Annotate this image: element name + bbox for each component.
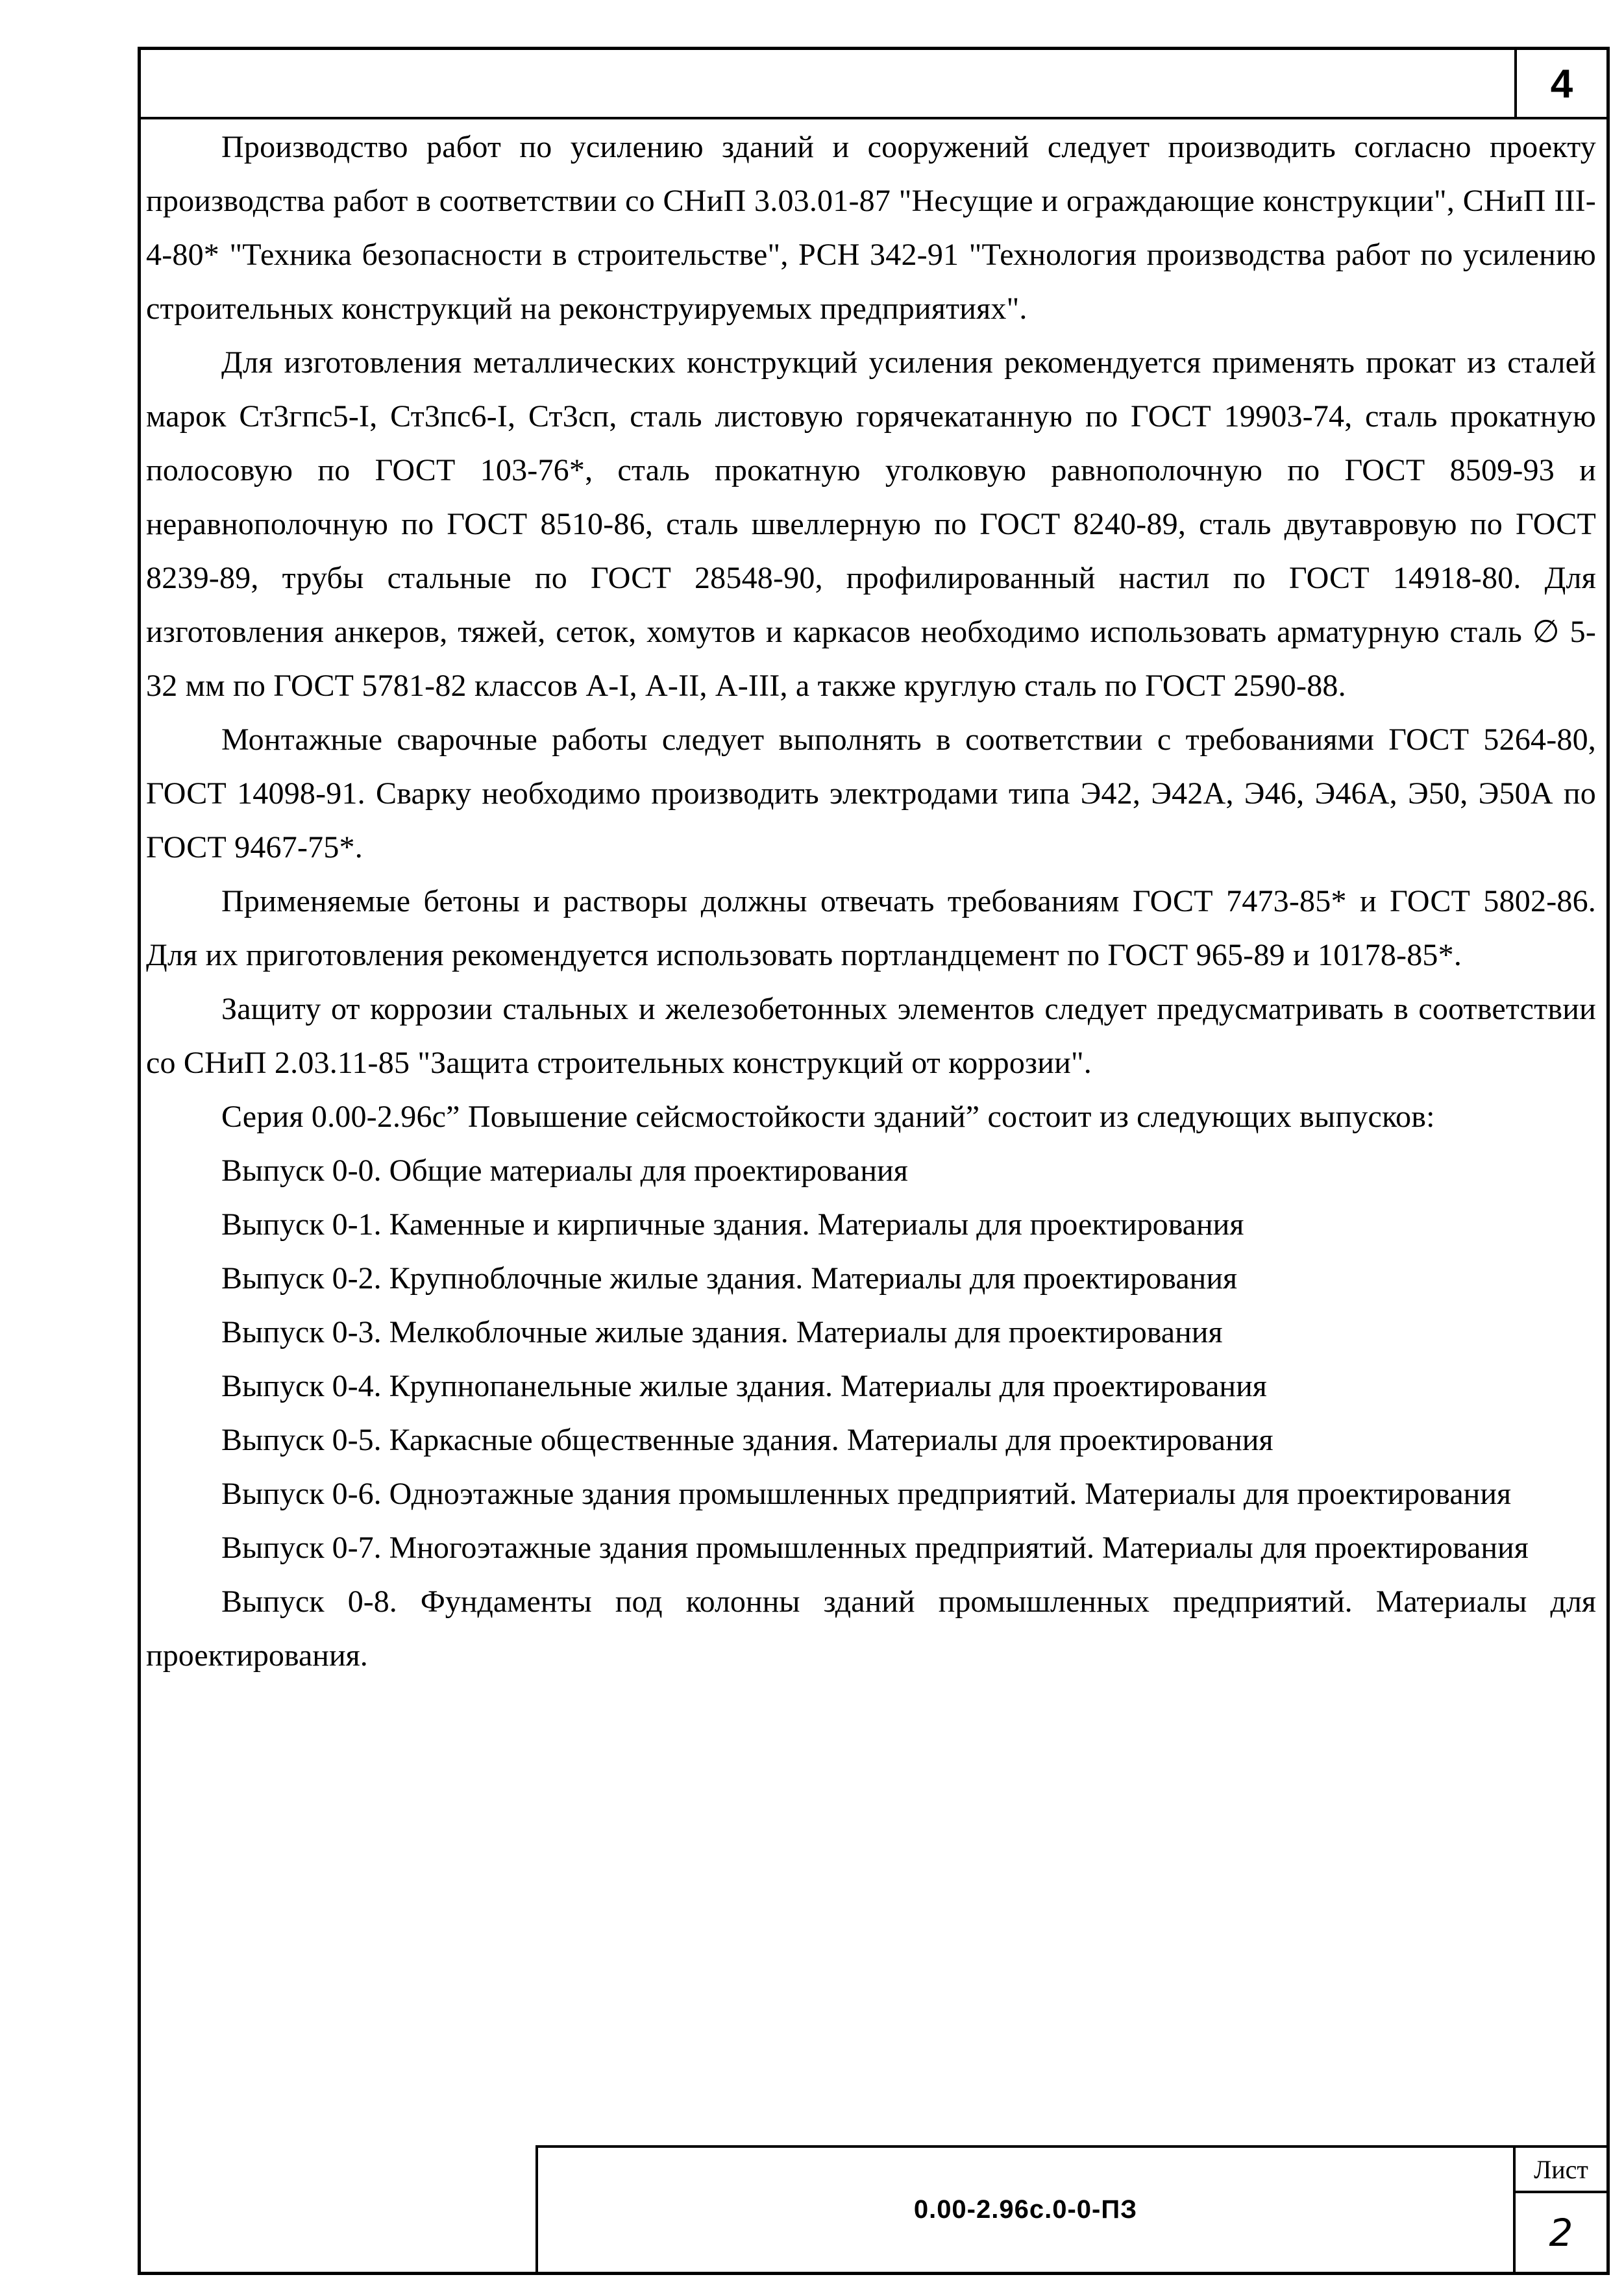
issue-item: Выпуск 0-3. Мелкоблочные жилые здания. Материалы для проектирования: [221, 1315, 1223, 1349]
sheet-number: 2: [1549, 2210, 1573, 2255]
issue-item: Выпуск 0-4. Крупнопанельные жилые здания. Материалы для проектирования: [221, 1369, 1267, 1403]
title-block: [535, 2145, 1606, 2272]
page-number: 4: [1550, 62, 1573, 106]
header-rule: [141, 117, 1606, 119]
paragraph-concrete: Применяемые бетоны и растворы должны отвечать требованиям ГОСТ 7473-85* и ГОСТ 5802-86. Для их приготовления рекомендуется использовать портландцемент по ГОСТ 965-89 и 10178-85*.: [146, 884, 1596, 972]
page-frame: [138, 47, 1610, 2275]
issue-item: Выпуск 0-1. Каменные и кирпичные здания. Материалы для проектирования: [221, 1207, 1244, 1242]
paragraph-welding: Монтажные сварочные работы следует выполнять в соответствии с требованиями ГОСТ 5264-80, ГОСТ 14098-91. Сварку необходимо производить электродами типа Э42, Э42А, Э46, Э46А, Э50, Э50А по ГОСТ 9467-75*.: [146, 722, 1596, 865]
issue-item: Выпуск 0-5. Каркасные общественные здания. Материалы для проектирования: [221, 1423, 1273, 1457]
issue-item: Выпуск 0-0. Общие материалы для проектирования: [221, 1153, 908, 1188]
issue-item: Выпуск 0-6. Одноэтажные здания промышленных предприятий. Материалы для проектирования: [221, 1477, 1512, 1511]
issue-item: Выпуск 0-7. Многоэтажные здания промышленных предприятий. Материалы для проектирования: [221, 1531, 1529, 1565]
sheet-cell: [1513, 2148, 1606, 2272]
issue-item: Выпуск 0-2. Крупноблочные жилые здания. Материалы для проектирования: [221, 1261, 1238, 1296]
paragraph-corrosion: Защиту от коррозии стальных и железобетонных элементов следует предусматривать в соответствии со СНиП 2.03.11-85 "Защита строительных конструкций от коррозии".: [146, 992, 1596, 1080]
document-code: 0.00-2.96с.0-0-ПЗ: [913, 2195, 1138, 2224]
page-number-box: [1514, 50, 1606, 118]
paragraph-steel-materials: Для изготовления металлических конструкций усиления рекомендуется применять прокат из сталей марок Ст3гпс5-I, Ст3пс6-I, Ст3сп, сталь листовую горячекатанную по ГОСТ 19903-74, сталь прокатную полосовую по ГОСТ 103-76*, сталь прокатную уголковую равнополочную по ГОСТ 8509-93 и неравнополочную по ГОСТ 8510-86, сталь швеллерную по ГОСТ 8240-89, сталь двутавровую по ГОСТ 8239-89, трубы стальные по ГОСТ 28548-90, профилированный настил по ГОСТ 14918-80. Для изготовления анкеров, тяжей, сеток, хомутов и каркасов необходимо использовать арматурную сталь ∅ 5-32 мм по ГОСТ 5781-82 классов А-I, А-II, А-III, а также круглую сталь по ГОСТ 2590-88.: [146, 345, 1596, 703]
document-body: [146, 120, 1596, 1682]
issue-item: Выпуск 0-8. Фундаменты под колонны зданий промышленных предприятий. Материалы для проектирования.: [146, 1584, 1596, 1673]
sheet-label: Лист: [1516, 2148, 1606, 2193]
paragraph-series: Серия 0.00-2.96с” Повышение сейсмостойкости зданий” состоит из следующих выпусков:: [221, 1100, 1435, 1134]
paragraph-works-production: Производство работ по усилению зданий и сооружений следует производить согласно проекту производства работ в соответствии со СНиП 3.03.01-87 "Несущие и ограждающие конструкции", СНиП III-4-80* "Техника безопасности в строительстве", РСН 342-91 "Технология производства работ по усилению строительных конструкций на реконструируемых предприятиях".: [146, 130, 1596, 326]
